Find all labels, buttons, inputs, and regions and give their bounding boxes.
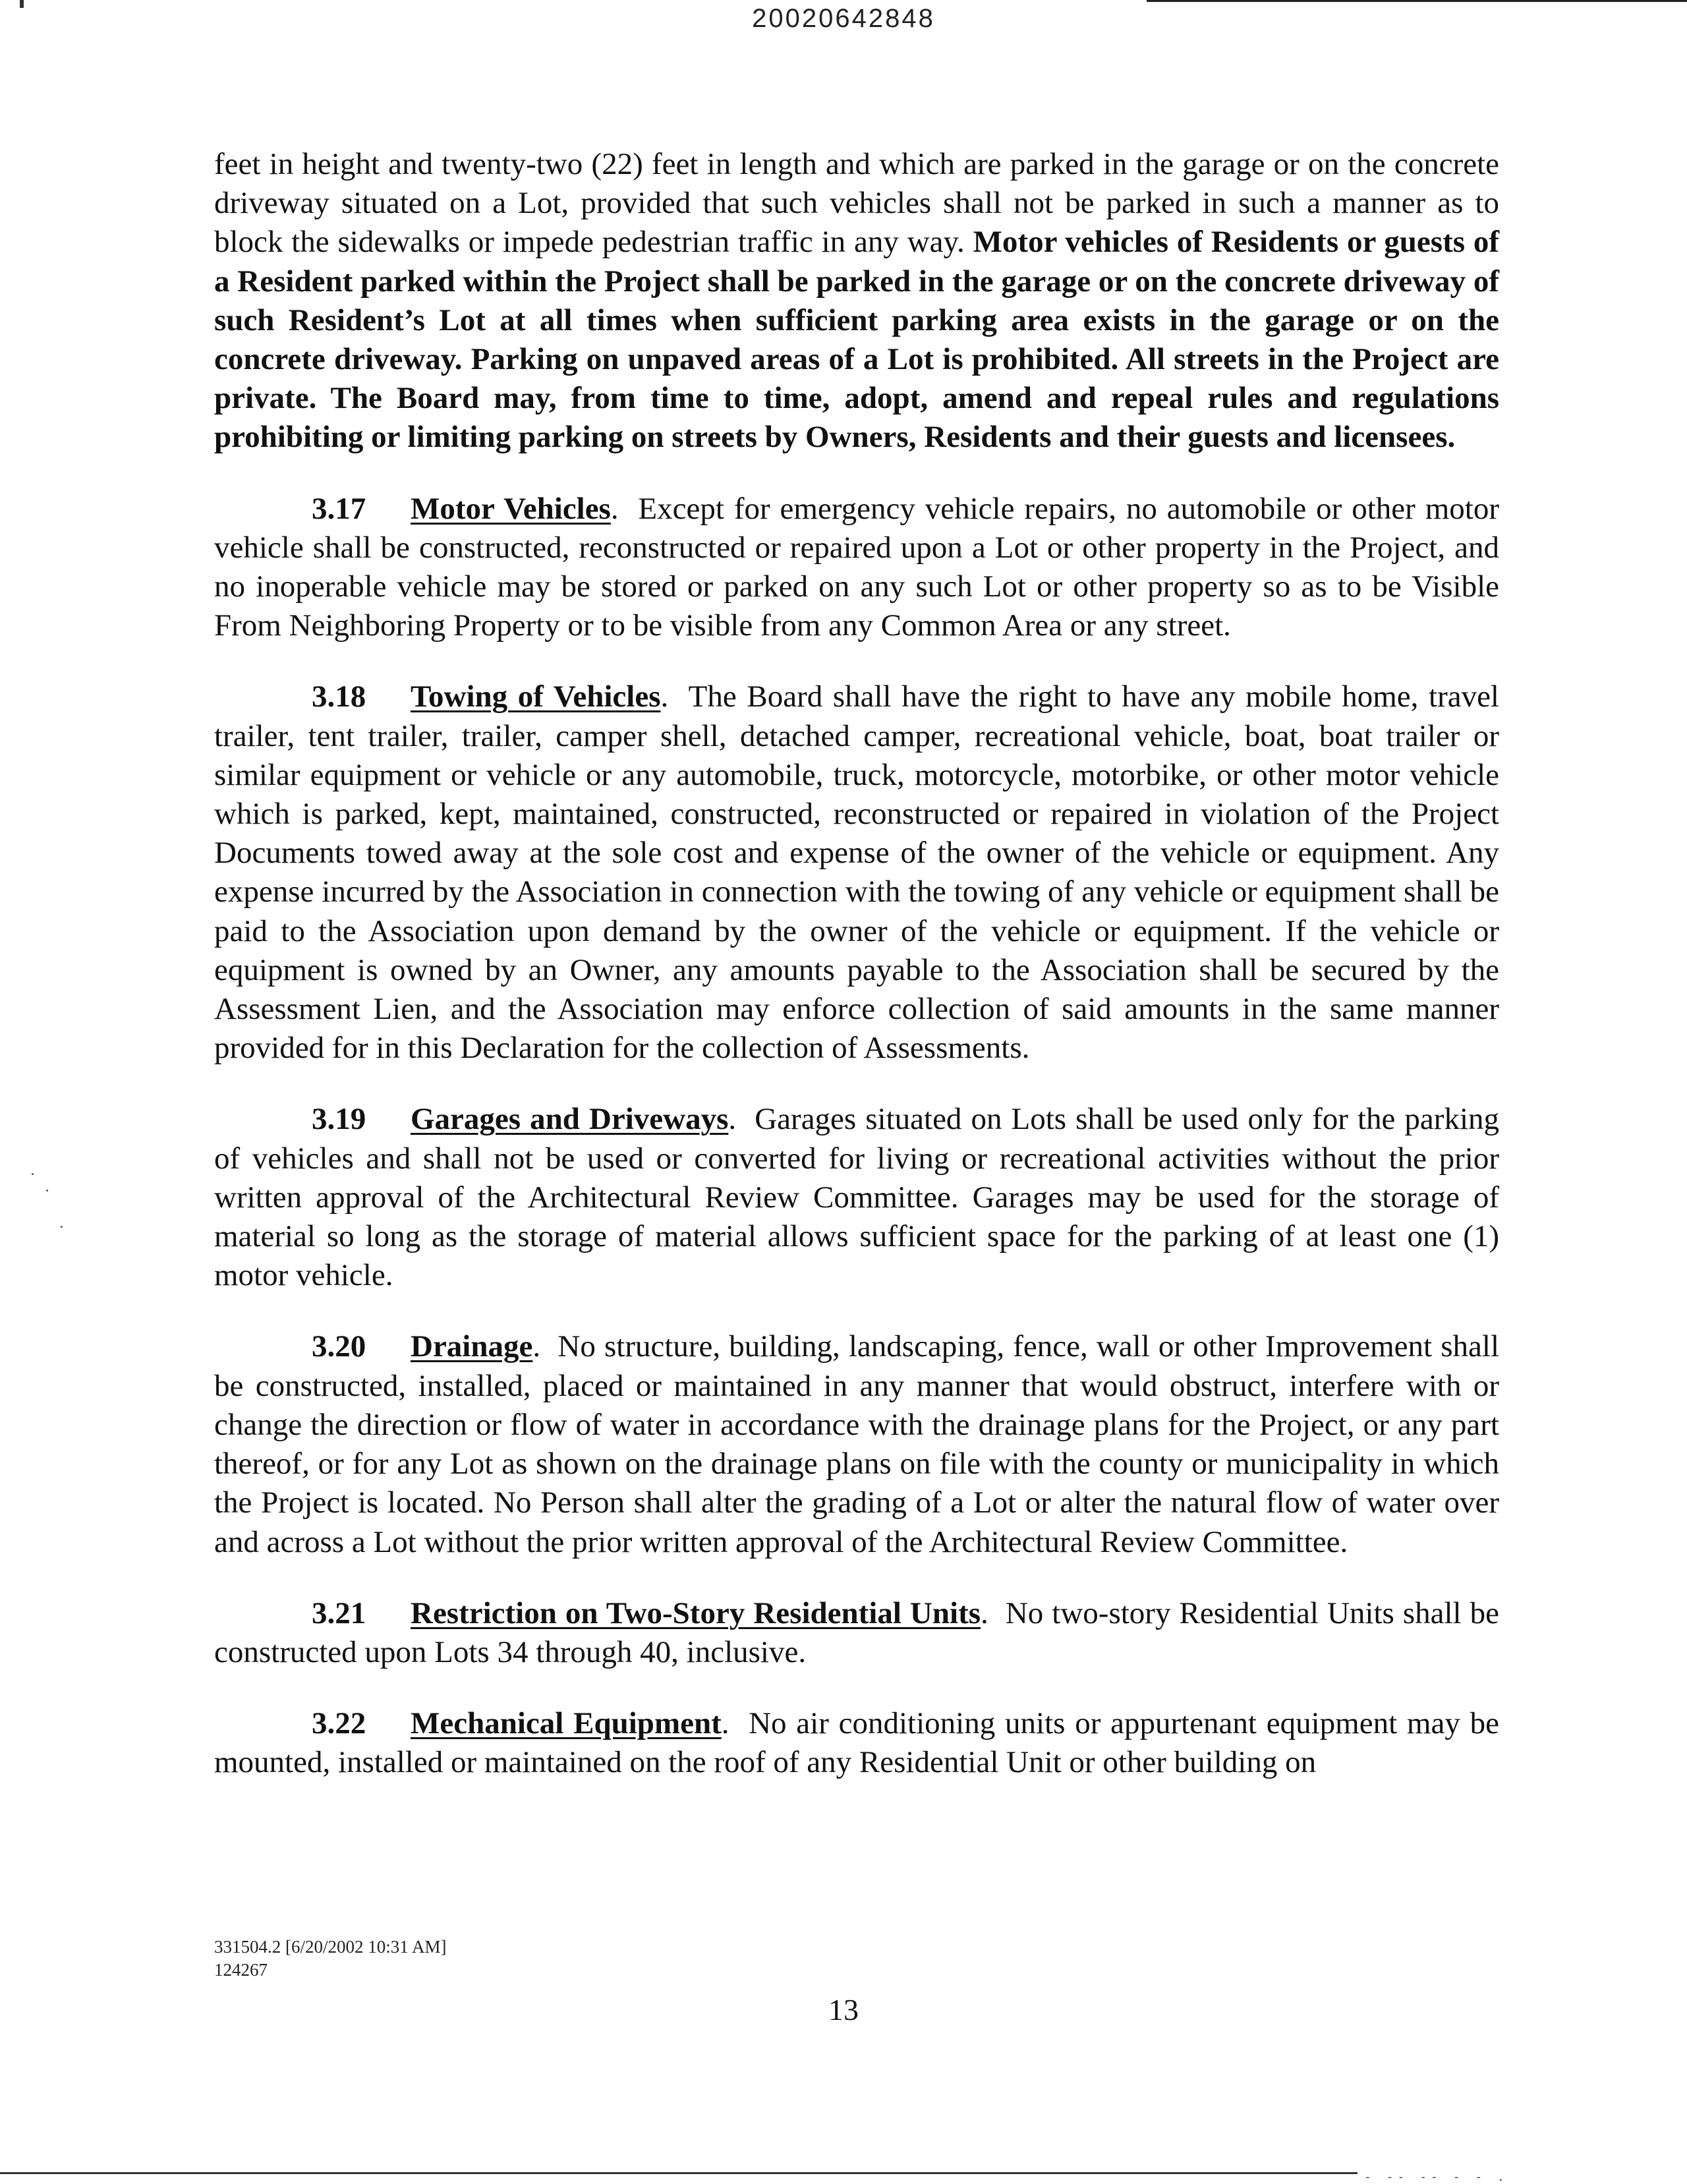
- section-text: No air conditioning units or appurtenant equipment may be mounted, installed or maintained on the roof of any Residential Unit or other building on: [214, 1706, 1499, 1780]
- section-number: 3.20: [312, 1329, 366, 1364]
- document-number: 20020642848: [752, 4, 935, 33]
- section-number: 3.17: [312, 491, 366, 526]
- section-heading: Garages and Driveways: [411, 1102, 729, 1137]
- section-text: Except for emergency vehicle repairs, no automobile or other motor vehicle shall be constructed, reconstructed or repaired upon a Lot or other property in the Project, and no inoperable vehicle may be stored or parked on any such Lot or other property so as to be Visible From Neighboring Property or to be visible from any Common Area or any street.: [214, 491, 1499, 643]
- scan-speck: [32, 1173, 34, 1175]
- section-3-19: 3.19 Garages and Driveways. Garages situated on Lots shall be used only for the parking of vehicles and shall not be used or converted for living or recreational activities without the prior written approval of the Architectural Review Committee. Garages may be used for the storage of material so long as the storage of material allows sufficient space for the parking of at least one (1) motor vehicle.: [214, 1100, 1499, 1295]
- scan-edge-bottom-fragments: - -- -- - - .: [1364, 2170, 1508, 2184]
- section-number: 3.21: [312, 1595, 366, 1630]
- scan-speck: [46, 1190, 48, 1192]
- footer-doc-ref: 331504.2 [6/20/2002 10:31 AM]: [214, 1937, 447, 1957]
- section-text: No structure, building, landscaping, fence, wall or other Improvement shall be constructed, installed, placed or maintained in any manner that would obstruct, interfere with or change the direction or flow of water in accordance with the drainage plans for the Project, or any part thereof, or for any Lot as shown on the drainage plans on file with the county or municipality in which the Project is located. No Person shall alter the grading of a Lot or alter the natural flow of water over and across a Lot without the prior written approval of the Architectural Review Committee.: [214, 1329, 1499, 1559]
- section-text: No two-story Residential Units shall be constructed upon Lots 34 through 40, inclusive.: [214, 1595, 1499, 1669]
- section-text: Garages situated on Lots shall be used only for the parking of vehicles and shall not be used or converted for living or recreational activities without the prior written approval of the Architectural Review Committee. Garages may be used for the storage of material so long as the storage of material allows sufficient space for the parking of at least one (1) motor vehicle.: [214, 1102, 1499, 1293]
- intro-paragraph: [214, 145, 1499, 457]
- section-heading: Restriction on Two-Story Residential Units: [411, 1595, 981, 1630]
- intro-bold-text: Motor vehicles of Residents or guests of a Resident parked within the Project shall be parked in the garage or on the concrete driveway of such Resident’s Lot at all times when sufficient parking area exists in the garage or on the concrete driveway. Parking on unpaved areas of a Lot is prohibited. All streets in the Project are private. The Board may, from time to time, adopt, amend and repeal rules and regulations prohibiting or limiting parking on streets by Owners, Residents and their guests and licensees.: [214, 225, 1500, 455]
- section-number: 3.18: [312, 679, 366, 714]
- page-number: 13: [828, 1993, 859, 2026]
- scan-speck: [61, 1226, 63, 1228]
- section-3-21: 3.21 Restriction on Two-Story Residential Units. No two-story Residential Units shall be constructed upon Lots 34 through 40, inclusive.: [214, 1594, 1499, 1672]
- section-text: The Board shall have the right to have any mobile home, travel trailer, tent trailer, trailer, camper shell, detached camper, recreational vehicle, boat, boat trailer or similar equipment or vehicle or any automobile, truck, motorcycle, motorbike, or other motor vehicle which is parked, kept, maintained, constructed, reconstructed or repaired in violation of the Project Documents towed away at the sole cost and expense of the owner of the vehicle or equipment. Any expense incurred by the Association in connection with the towing of any vehicle or equipment shall be paid to the Association upon demand by the owner of the vehicle or equipment. If the vehicle or equipment is owned by an Owner, any amounts payable to the Association shall be secured by the Assessment Lien, and the Association may enforce collection of said amounts in the same manner provided for in this Declaration for the collection of Assessments.: [214, 679, 1499, 1066]
- scan-edge-top: [1147, 0, 1687, 2]
- section-3-17: 3.17 Motor Vehicles. Except for emergency vehicle repairs, no automobile or other motor vehicle shall be constructed, reconstructed or repaired upon a Lot or other property in the Project, and no inoperable vehicle may be stored or parked on any such Lot or other property so as to be Visible From Neighboring Property or to be visible from any Common Area or any street.: [214, 490, 1499, 646]
- section-heading: Drainage: [411, 1329, 533, 1364]
- section-3-22: 3.22 Mechanical Equipment. No air conditioning units or appurtenant equipment may be mounted, installed or maintained on the roof of any Residential Unit or other building on: [214, 1704, 1499, 1782]
- section-3-18: 3.18 Towing of Vehicles. The Board shall have the right to have any mobile home, travel trailer, tent trailer, trailer, camper shell, detached camper, recreational vehicle, boat, boat trailer or similar equipment or vehicle or any automobile, truck, motorcycle, motorbike, or other motor vehicle which is parked, kept, maintained, constructed, reconstructed or repaired in violation of the Project Documents towed away at the sole cost and expense of the owner of the vehicle or equipment. Any expense incurred by the Association in connection with the towing of any vehicle or equipment shall be paid to the Association upon demand by the owner of the vehicle or equipment. If the vehicle or equipment is owned by an Owner, any amounts payable to the Association shall be secured by the Assessment Lien, and the Association may enforce collection of said amounts in the same manner provided for in this Declaration for the collection of Assessments.: [214, 677, 1499, 1068]
- section-heading: Mechanical Equipment: [411, 1706, 722, 1741]
- intro-regular-text: feet in height and twenty-two (22) feet in length and which are parked in the garage or on the concrete driveway situated on a Lot, provided that such vehicles shall not be parked in such a manner as to block the sidewalks or impede pedestrian traffic in any way.: [214, 147, 1499, 260]
- section-heading: Motor Vehicles: [411, 491, 611, 526]
- section-number: 3.19: [312, 1102, 366, 1137]
- section-heading: Towing of Vehicles: [411, 679, 661, 714]
- footer-reference: [214, 1936, 447, 1982]
- scan-edge-bottom: [0, 2172, 1358, 2174]
- section-3-20: 3.20 Drainage. No structure, building, landscaping, fence, wall or other Improvement shall be constructed, installed, placed or maintained in any manner that would obstruct, interfere with or change the direction or flow of water in accordance with the drainage plans for the Project, or any part thereof, or for any Lot as shown on the drainage plans on file with the county or municipality in which the Project is located. No Person shall alter the grading of a Lot or alter the natural flow of water over and across a Lot without the prior written approval of the Architectural Review Committee.: [214, 1327, 1499, 1561]
- section-number: 3.22: [312, 1706, 366, 1741]
- footer-client-ref: 124267: [214, 1960, 268, 1980]
- document-body: [214, 145, 1499, 1815]
